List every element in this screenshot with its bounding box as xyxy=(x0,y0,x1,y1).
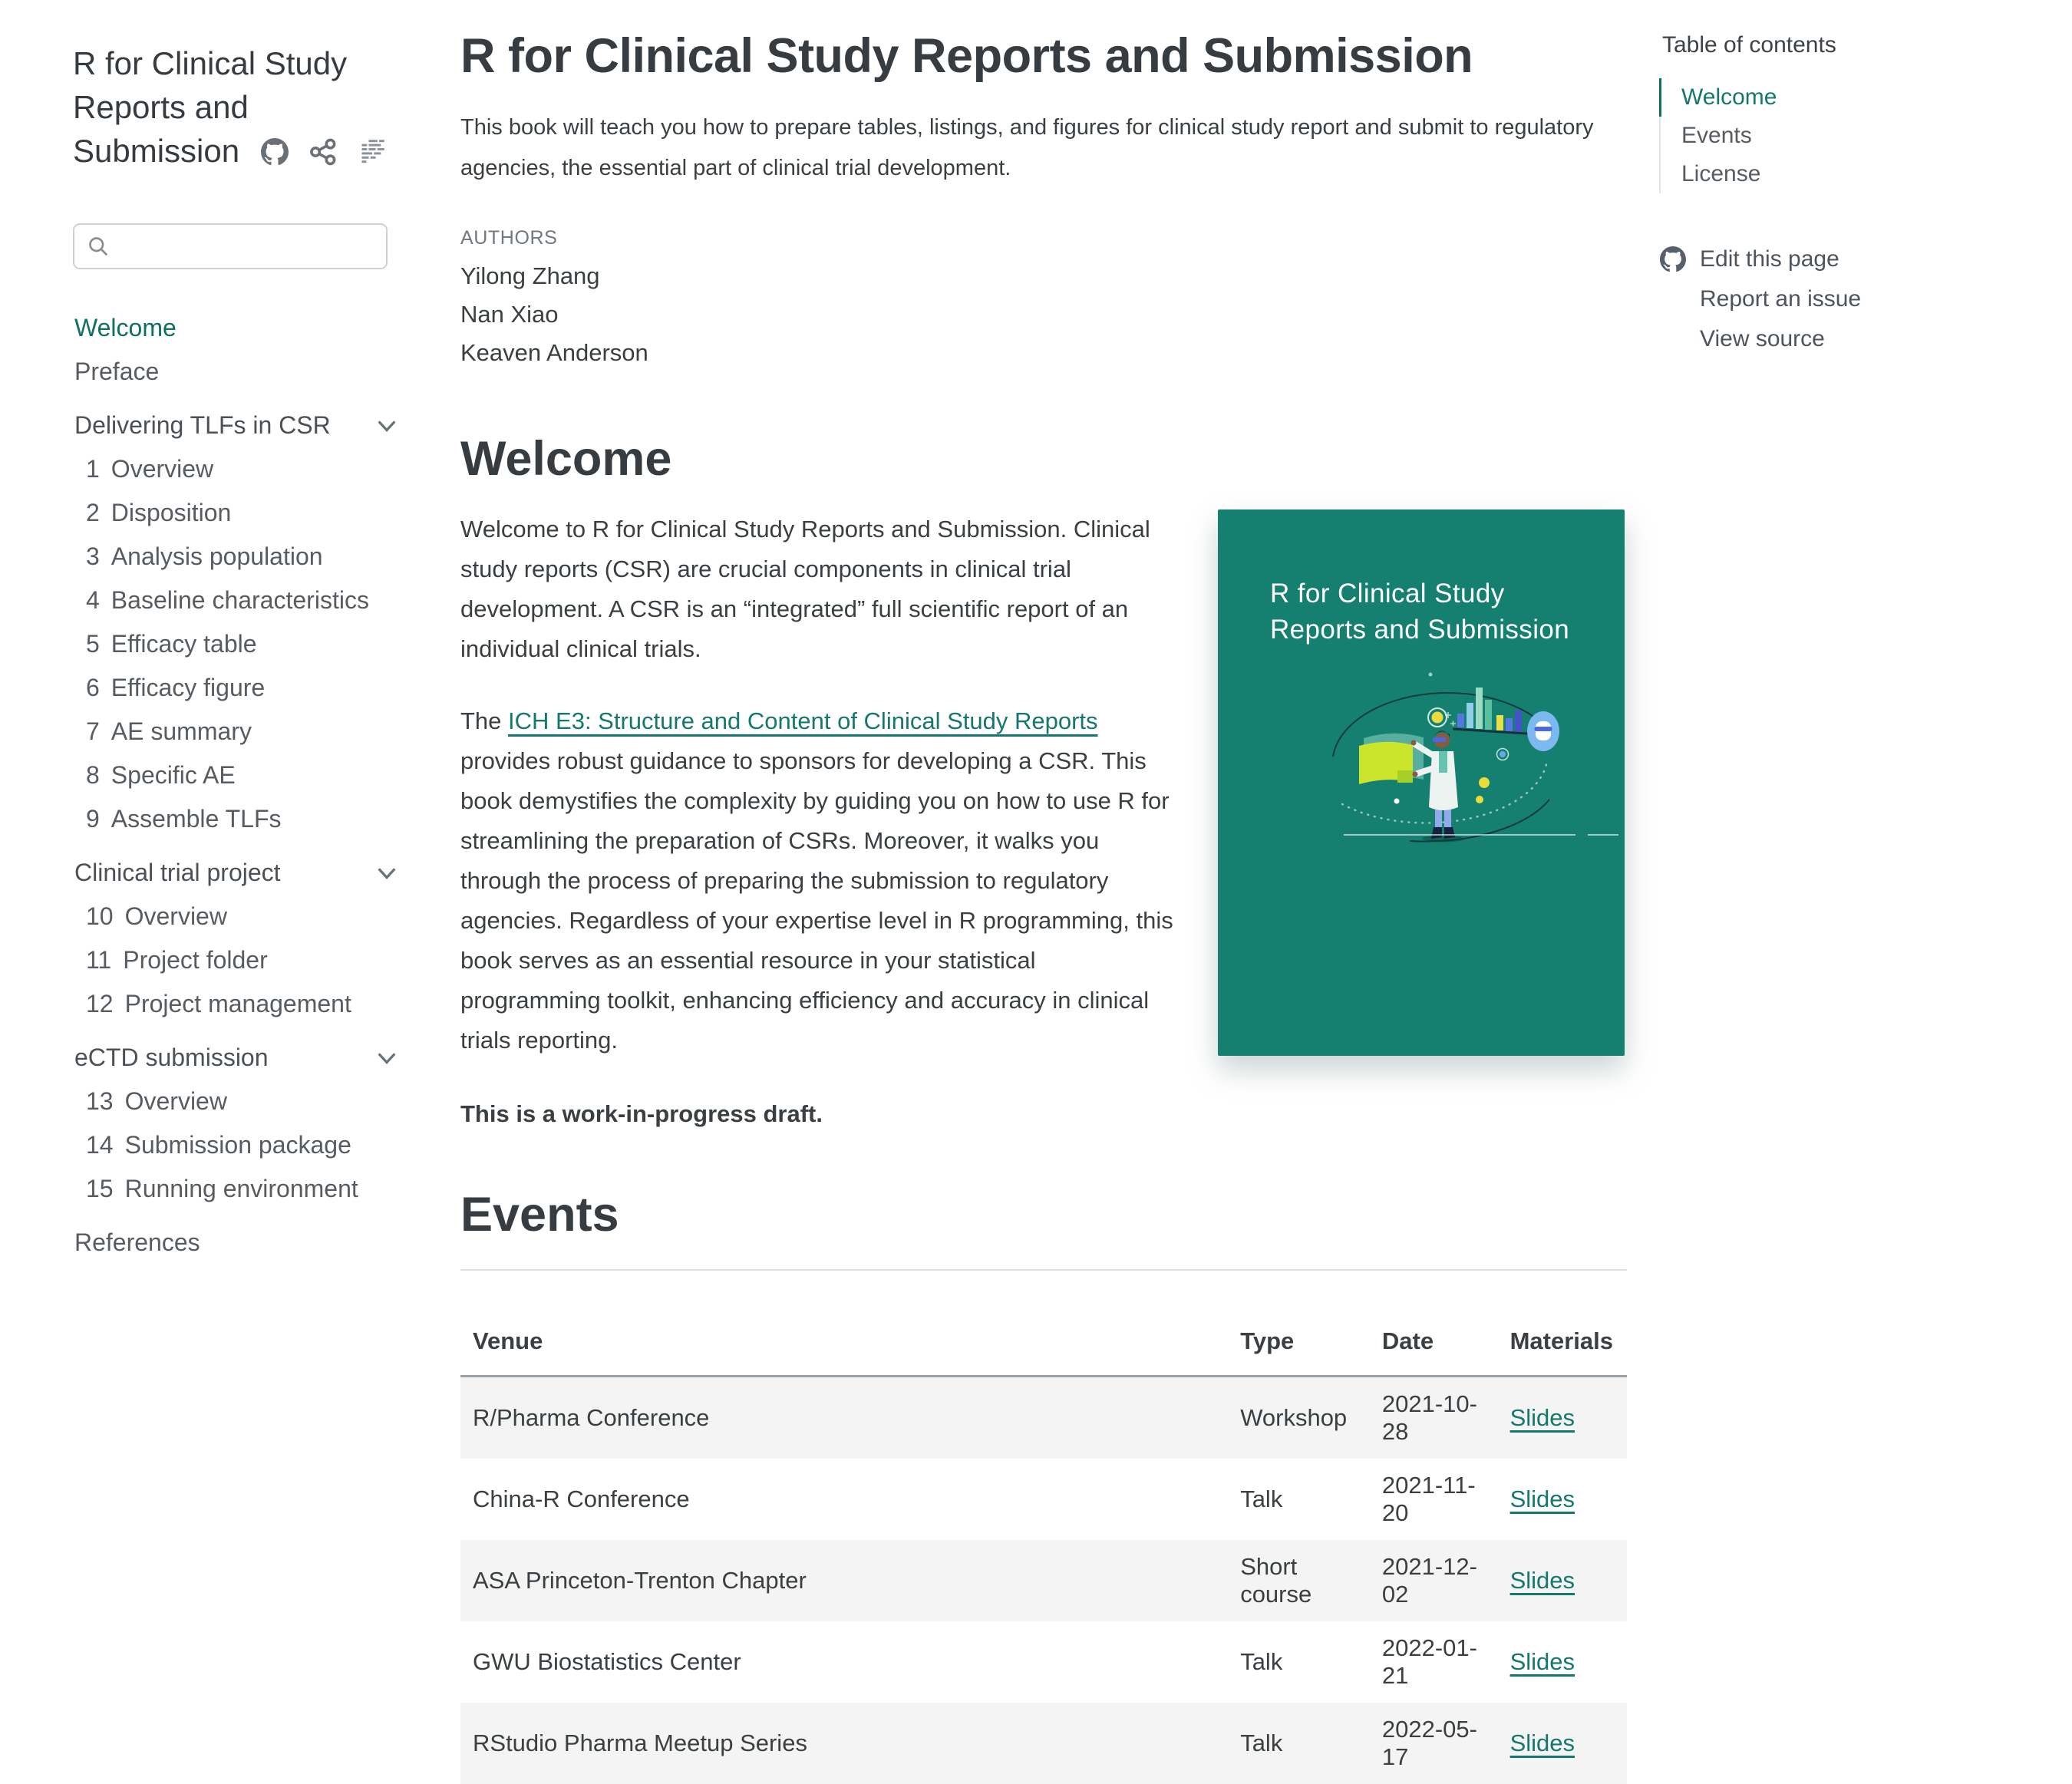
venue-cell: China-R Conference xyxy=(473,1485,690,1512)
sidebar-item-chapter-14[interactable] xyxy=(73,1123,404,1167)
cover-badge xyxy=(1527,711,1559,751)
sidebar-part-clinical-trial-project[interactable] xyxy=(73,851,404,895)
author-name: Nan Xiao xyxy=(460,300,559,328)
column-header-type: Type xyxy=(1228,1317,1370,1377)
toc-item-welcome[interactable]: Welcome xyxy=(1659,78,2020,117)
report-an-issue-link[interactable] xyxy=(1659,279,2020,319)
book-title xyxy=(73,41,404,173)
chapter-number: 5 xyxy=(86,630,100,658)
chapter-number: 6 xyxy=(86,674,100,701)
chevron-down-icon xyxy=(375,862,398,885)
type-cell: Talk xyxy=(1228,1703,1370,1784)
date-cell: 2021-11-20 xyxy=(1381,1471,1476,1526)
reader-mode-icon[interactable] xyxy=(358,129,386,173)
toc-item-license[interactable]: License xyxy=(1659,155,2020,193)
sidebar-item-chapter-1[interactable] xyxy=(73,447,404,491)
chapter-label: Running environment xyxy=(124,1175,358,1202)
page-description: This book will teach you how to prepare tables, listings, and figures for clinical study report and submit to regulatory agencies, the essential part of clinical trial development. xyxy=(460,114,1594,180)
chevron-down-icon xyxy=(375,1047,398,1070)
table-row xyxy=(460,1621,1627,1703)
chapter-number: 8 xyxy=(86,761,100,789)
chapter-label: Efficacy figure xyxy=(111,674,266,701)
toc-item-events[interactable]: Events xyxy=(1659,117,2020,155)
sidebar-item-chapter-15[interactable] xyxy=(73,1167,404,1211)
chapter-number: 7 xyxy=(86,717,100,745)
search-box[interactable] xyxy=(73,223,388,269)
date-cell: 2021-12-02 xyxy=(1370,1540,1498,1621)
welcome-paragraph-2 xyxy=(460,701,1176,1060)
chapter-label: Baseline characteristics xyxy=(111,586,369,614)
chapter-number: 11 xyxy=(86,946,112,974)
chapter-number: 2 xyxy=(86,499,100,526)
share-icon[interactable] xyxy=(309,129,337,173)
venue-cell: R/Pharma Conference xyxy=(460,1376,1228,1459)
author-name: Yilong Zhang xyxy=(460,262,600,289)
chapter-label: Assemble TLFs xyxy=(111,805,282,833)
welcome-paragraph-1: Welcome to R for Clinical Study Reports and Submission. Clinical study reports (CSR) are crucial components in clinical trial development. A CSR is an “integrated” full scientific report of an individual clinical trials. xyxy=(460,516,1150,663)
sidebar-item-chapter-11[interactable] xyxy=(73,938,404,982)
chapter-number: 12 xyxy=(86,990,114,1017)
tool-icon-spacer xyxy=(1659,325,1687,353)
part-label: Clinical trial project xyxy=(74,859,281,886)
chapter-number: 13 xyxy=(86,1087,114,1115)
sidebar-item-chapter-2[interactable] xyxy=(73,491,404,535)
chevron-down-icon xyxy=(375,414,398,437)
date-cell: 2022-01-21 xyxy=(1381,1634,1477,1689)
chapter-number: 3 xyxy=(86,542,100,570)
welcome-text xyxy=(460,509,1176,1134)
author-name: Keaven Anderson xyxy=(460,338,648,366)
column-header-materials: Materials xyxy=(1498,1317,1627,1377)
sidebar xyxy=(73,41,404,1265)
chapter-label: Overview xyxy=(111,455,214,483)
sidebar-item-chapter-5[interactable] xyxy=(73,622,404,666)
venue-cell: ASA Princeton-Trenton Chapter xyxy=(460,1540,1228,1621)
sidebar-item-welcome[interactable]: Welcome xyxy=(74,314,177,341)
sidebar-item-chapter-13[interactable] xyxy=(73,1080,404,1123)
page-title: R for Clinical Study Reports and Submission xyxy=(460,29,1473,83)
welcome-section xyxy=(460,509,1627,1134)
chapter-number: 15 xyxy=(86,1175,114,1202)
chapter-label: Overview xyxy=(124,902,227,930)
table-of-contents xyxy=(1659,32,2020,359)
date-cell: 2021-10-28 xyxy=(1370,1376,1498,1459)
search-icon xyxy=(87,235,110,258)
authors-list xyxy=(460,257,1627,372)
venue-cell: GWU Biostatistics Center xyxy=(473,1647,741,1675)
sidebar-item-preface[interactable]: Preface xyxy=(74,358,160,385)
table-header-row xyxy=(460,1317,1627,1377)
paragraph-text: provides robust guidance to sponsors for developing a CSR. This book demystifies the complexity by guiding you on how to use R for streamlining the preparation of CSRs. Moreover, it walks you through the process of preparing the submission to regulatory agencies. Regardless of your expertise level in R programming, this book serves as an essential resource in your statistical programming toolkit, enhancing efficiency and accuracy in clinical trials reporting. xyxy=(460,747,1173,1054)
part-label: Delivering TLFs in CSR xyxy=(74,411,331,439)
table-row xyxy=(460,1703,1627,1784)
chapter-label: Efficacy table xyxy=(111,630,257,658)
events-table xyxy=(460,1317,1627,1784)
chapter-label: Project folder xyxy=(123,946,268,974)
github-icon[interactable] xyxy=(261,129,289,173)
sidebar-item-chapter-6[interactable] xyxy=(73,666,404,710)
sidebar-item-chapter-10[interactable] xyxy=(73,895,404,938)
github-icon xyxy=(1659,246,1687,273)
edit-this-page-link[interactable] xyxy=(1659,239,2020,279)
paragraph-text: The xyxy=(460,707,509,735)
sidebar-item-chapter-12[interactable] xyxy=(73,982,404,1026)
ich-e3-link[interactable]: ICH E3: Structure and Content of Clinical Study Reports xyxy=(508,707,1098,735)
chapter-number: 10 xyxy=(86,902,114,930)
sidebar-item-references[interactable]: References xyxy=(74,1228,200,1256)
chapter-label: Project management xyxy=(124,990,351,1017)
chapter-label: Disposition xyxy=(111,499,232,526)
chapter-number: 9 xyxy=(86,805,100,833)
venue-cell: RStudio Pharma Meetup Series xyxy=(460,1703,1228,1784)
chapter-label: Analysis population xyxy=(111,542,323,570)
welcome-heading: Welcome xyxy=(460,431,672,486)
slides-link[interactable]: Slides xyxy=(1509,1729,1575,1756)
main-content xyxy=(460,28,1627,1784)
table-row xyxy=(460,1459,1627,1540)
cover-title-line1: R for Clinical Study xyxy=(1270,579,1505,609)
chapter-number: 1 xyxy=(86,455,100,483)
type-cell: Workshop xyxy=(1228,1376,1370,1459)
slides-link[interactable]: Slides xyxy=(1509,1403,1575,1431)
chapter-label: Submission package xyxy=(124,1131,351,1159)
slides-link[interactable]: Slides xyxy=(1509,1485,1575,1512)
chapter-label: Specific AE xyxy=(111,761,236,789)
book-title-text: R for Clinical Study Reports and Submission xyxy=(73,45,348,169)
cover-title-line2: Reports and Submission xyxy=(1270,615,1570,645)
sidebar-part-ectd-submission[interactable] xyxy=(73,1036,404,1080)
slides-link[interactable]: Slides xyxy=(1509,1566,1575,1594)
type-cell: Short course xyxy=(1228,1540,1370,1621)
slides-link[interactable]: Slides xyxy=(1509,1647,1575,1675)
table-row xyxy=(460,1376,1627,1459)
sidebar-item-chapter-7[interactable] xyxy=(73,710,404,754)
date-cell: 2022-05-17 xyxy=(1370,1703,1498,1784)
part-label: eCTD submission xyxy=(74,1044,269,1071)
sidebar-item-chapter-3[interactable] xyxy=(73,535,404,579)
type-cell: Talk xyxy=(1240,1647,1283,1675)
toc-list xyxy=(1659,78,2020,193)
search-input[interactable] xyxy=(119,225,374,268)
tool-label: Edit this page xyxy=(1700,246,1839,272)
column-header-venue: Venue xyxy=(460,1317,1228,1377)
events-heading: Events xyxy=(460,1186,1627,1271)
sidebar-part-delivering-tlfs[interactable] xyxy=(73,404,404,447)
chapter-label: AE summary xyxy=(111,717,252,745)
tool-icon-spacer xyxy=(1659,285,1687,313)
table-row xyxy=(460,1540,1627,1621)
column-header-date: Date xyxy=(1370,1317,1498,1377)
chapter-number: 4 xyxy=(86,586,100,614)
cover-title xyxy=(1270,575,1569,648)
sidebar-nav xyxy=(73,306,404,1265)
chapter-label: Overview xyxy=(124,1087,227,1115)
draft-note: This is a work-in-progress draft. xyxy=(460,1100,823,1128)
chapter-number: 14 xyxy=(86,1131,114,1159)
tool-label: Report an issue xyxy=(1700,286,1862,312)
type-cell: Talk xyxy=(1240,1485,1283,1512)
sidebar-item-chapter-8[interactable] xyxy=(73,754,404,797)
view-source-link[interactable] xyxy=(1659,319,2020,359)
page-tools xyxy=(1659,239,2020,359)
toc-heading: Table of contents xyxy=(1662,32,1836,58)
book-cover xyxy=(1218,509,1625,1056)
authors-label: AUTHORS xyxy=(460,226,558,249)
sidebar-item-chapter-9[interactable] xyxy=(73,797,404,841)
sidebar-item-chapter-4[interactable] xyxy=(73,579,404,622)
tool-label: View source xyxy=(1700,326,1825,351)
